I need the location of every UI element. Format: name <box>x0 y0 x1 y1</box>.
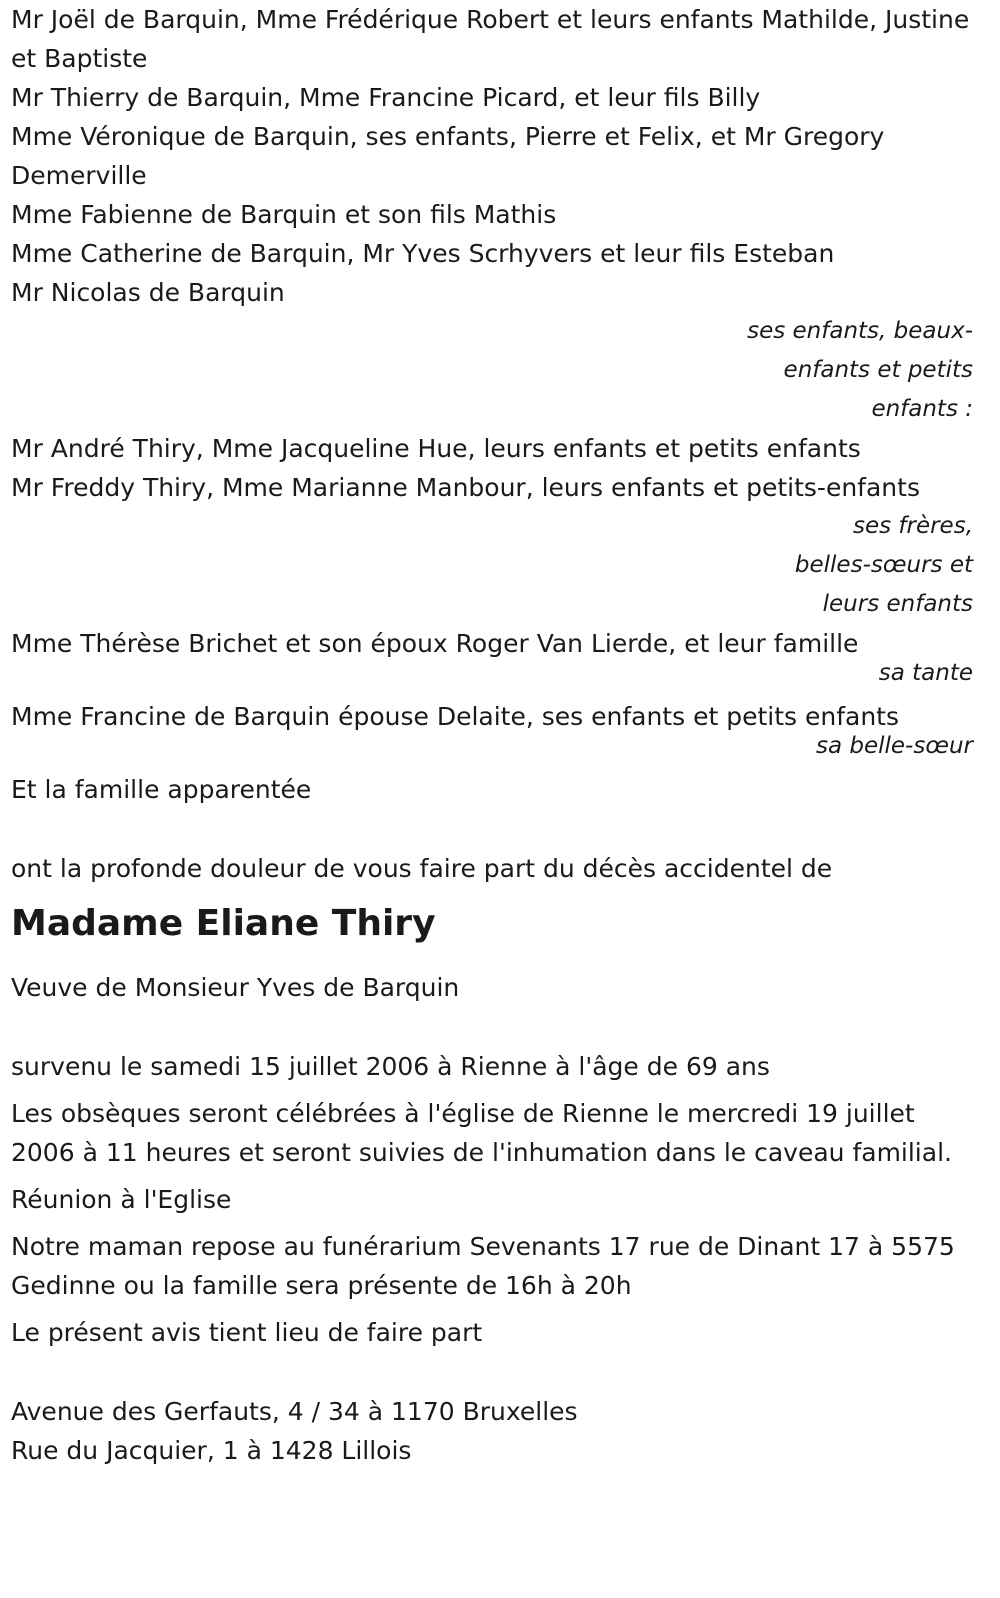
sibling-line-2: Mr Freddy Thiry, Mme Marianne Manbour, leurs enfants et petits-enfants <box>11 473 920 502</box>
deceased-name: Madame Eliane Thiry <box>11 903 436 944</box>
family-line-1: Mr Joël de Barquin, Mme Frédérique Robert et leurs enfants Mathilde, Justine et Baptiste <box>11 5 970 73</box>
widow-of-line: Veuve de Monsieur Yves de Barquin <box>11 973 460 1002</box>
aunt-line: Mme Thérèse Brichet et son époux Roger Van Lierde, et leur famille <box>11 629 859 658</box>
family-line-6: Mr Nicolas de Barquin <box>11 278 285 307</box>
family-line-4: Mme Fabienne de Barquin et son fils Mathis <box>11 200 557 229</box>
funerarium-details: Notre maman repose au funérarium Sevenants 17 rue de Dinant 17 à 5575 Gedinne ou la famille sera présente de 16h à 20h <box>11 1232 955 1300</box>
role-sister-in-law: sa belle-sœur <box>815 733 973 759</box>
sibling-line-1: Mr André Thiry, Mme Jacqueline Hue, leurs enfants et petits enfants <box>11 434 861 463</box>
notice-line: Le présent avis tient lieu de faire part <box>11 1318 483 1347</box>
spacer <box>11 1352 973 1392</box>
obituary-notice <box>11 0 973 1470</box>
address-line-2: Rue du Jacquier, 1 à 1428 Lillois <box>11 1436 412 1465</box>
family-line-3: Mme Véronique de Barquin, ses enfants, Pierre et Felix, et Mr Gregory Demerville <box>11 122 885 190</box>
related-family-line: Et la famille apparentée <box>11 775 312 804</box>
spacer <box>11 809 973 849</box>
date-line: survenu le samedi 15 juillet 2006 à Rienne à l'âge de 69 ans <box>11 1052 770 1081</box>
role-siblings: ses frères, belles-sœurs et leurs enfants <box>794 513 973 617</box>
family-line-2: Mr Thierry de Barquin, Mme Francine Picard, et leur fils Billy <box>11 83 761 112</box>
sister-in-law-line: Mme Francine de Barquin épouse Delaite, ses enfants et petits enfants <box>11 702 900 731</box>
meeting-line: Réunion à l'Eglise <box>11 1185 232 1214</box>
role-children: ses enfants, beaux-enfants et petits enfants : <box>747 318 973 422</box>
spacer <box>11 1007 973 1047</box>
role-aunt: sa tante <box>878 660 973 686</box>
funeral-details: Les obsèques seront célébrées à l'église de Rienne le mercredi 19 juillet 2006 à 11 heures et seront suivies de l'inhumation dans le caveau familial. <box>11 1099 952 1167</box>
family-line-5: Mme Catherine de Barquin, Mr Yves Scrhyvers et leur fils Esteban <box>11 239 835 268</box>
address-line-1: Avenue des Gerfauts, 4 / 34 à 1170 Bruxelles <box>11 1397 578 1426</box>
announcement-line: ont la profonde douleur de vous faire part du décès accidentel de <box>11 854 833 883</box>
